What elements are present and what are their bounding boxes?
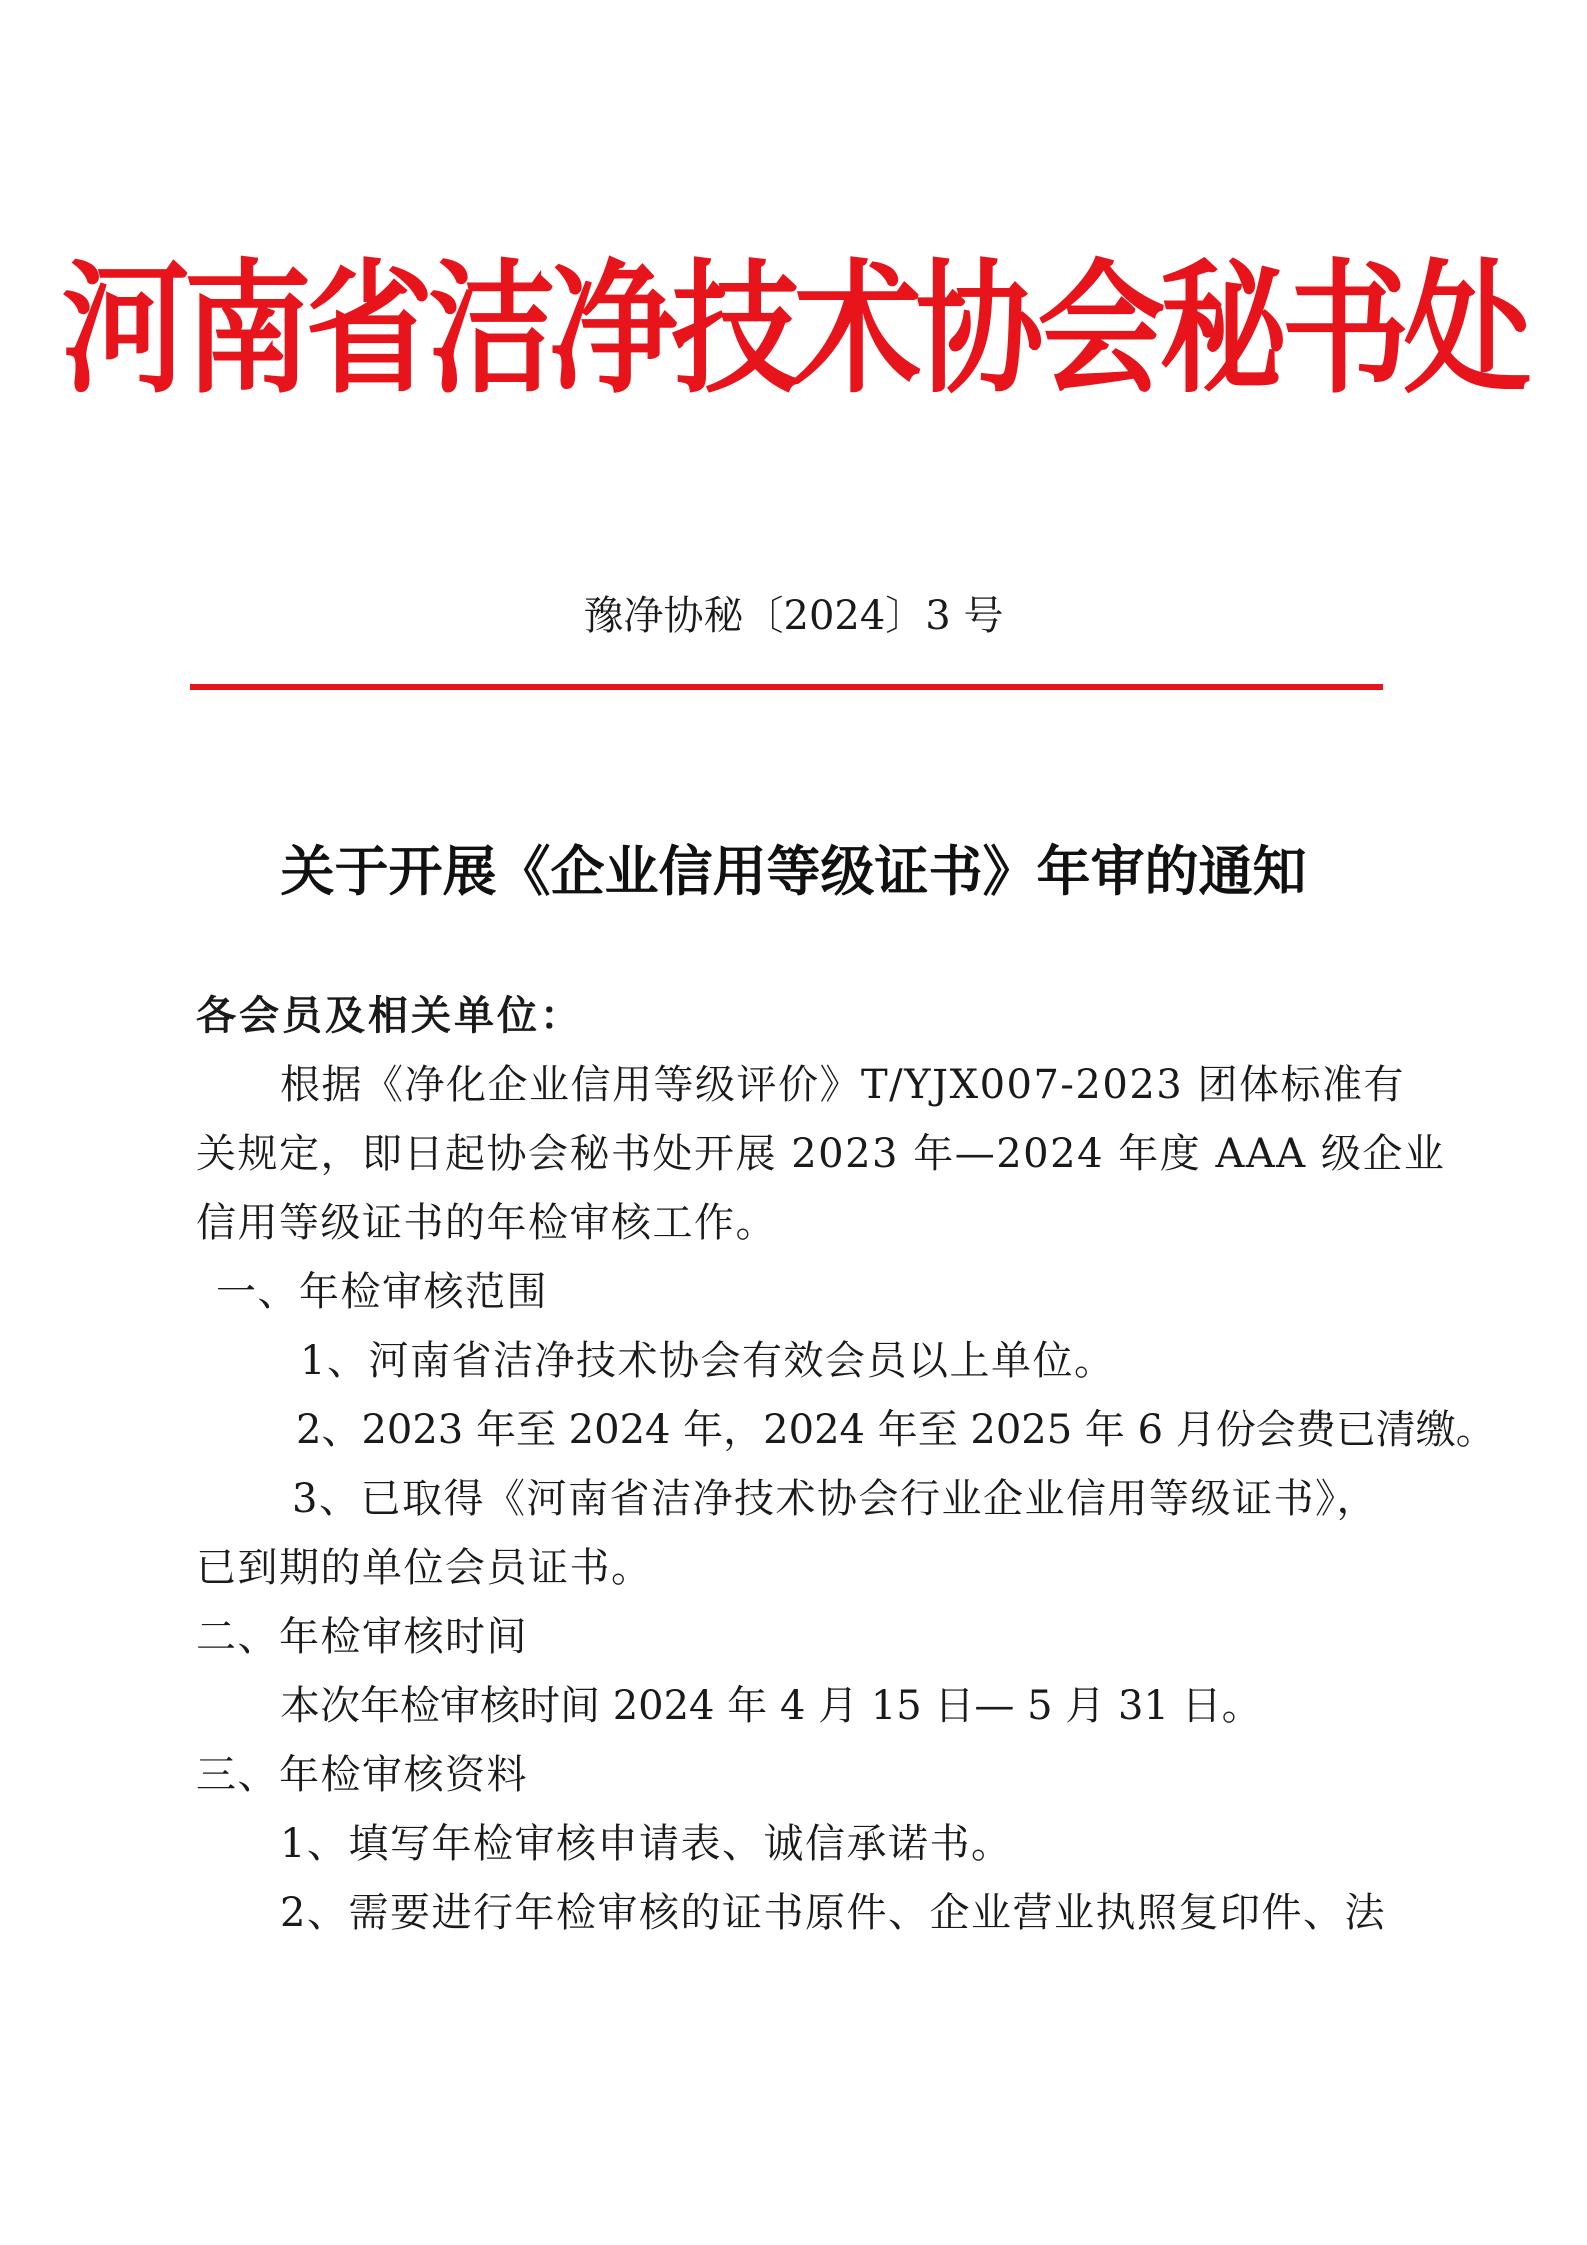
section-1-item-3: 3、已取得《河南省洁净技术协会行业企业信用等级证书》， (292, 1476, 1378, 1522)
section-3-item-2: 2、需要进行年检审核的证书原件、企业营业执照复印件、法 (280, 1890, 1386, 1936)
masthead-title: 河南省洁净技术协会秘书处 (61, 245, 1526, 414)
red-divider-rule (190, 684, 1383, 690)
intro-line-1: 根据《净化企业信用等级评价》T/YJX007-2023 团体标准有 (280, 1062, 1405, 1108)
intro-line-3: 信用等级证书的年检审核工作。 (196, 1200, 777, 1246)
section-2-heading: 二、年检审核时间 (196, 1614, 528, 1660)
section-1-item-2: 2、2023 年至 2024 年，2024 年至 2025 年 6 月份会费已清缴。 (296, 1407, 1496, 1453)
salutation: 各会员及相关单位： (196, 993, 583, 1039)
section-3-item-1: 1、填写年检审核申请表、诚信承诺书。 (280, 1821, 1013, 1867)
section-1-item-3-continuation: 已到期的单位会员证书。 (196, 1545, 653, 1591)
document-number: 豫净协秘〔2024〕3 号 (583, 593, 1004, 639)
section-2-text: 本次年检审核时间 2024 年 4 月 15 日— 5 月 31 日。 (280, 1683, 1262, 1729)
intro-line-2: 关规定，即日起协会秘书处开展 2023 年—2024 年度 AAA 级企业 (196, 1131, 1446, 1177)
section-1-heading: 一、年检审核范围 (216, 1269, 548, 1315)
notice-body (196, 982, 1496, 1948)
notice-title: 关于开展《企业信用等级证书》年审的通知 (280, 840, 1307, 903)
section-1-item-1: 1、河南省洁净技术协会有效会员以上单位。 (300, 1338, 1116, 1384)
section-3-heading: 三、年检审核资料 (196, 1752, 528, 1798)
